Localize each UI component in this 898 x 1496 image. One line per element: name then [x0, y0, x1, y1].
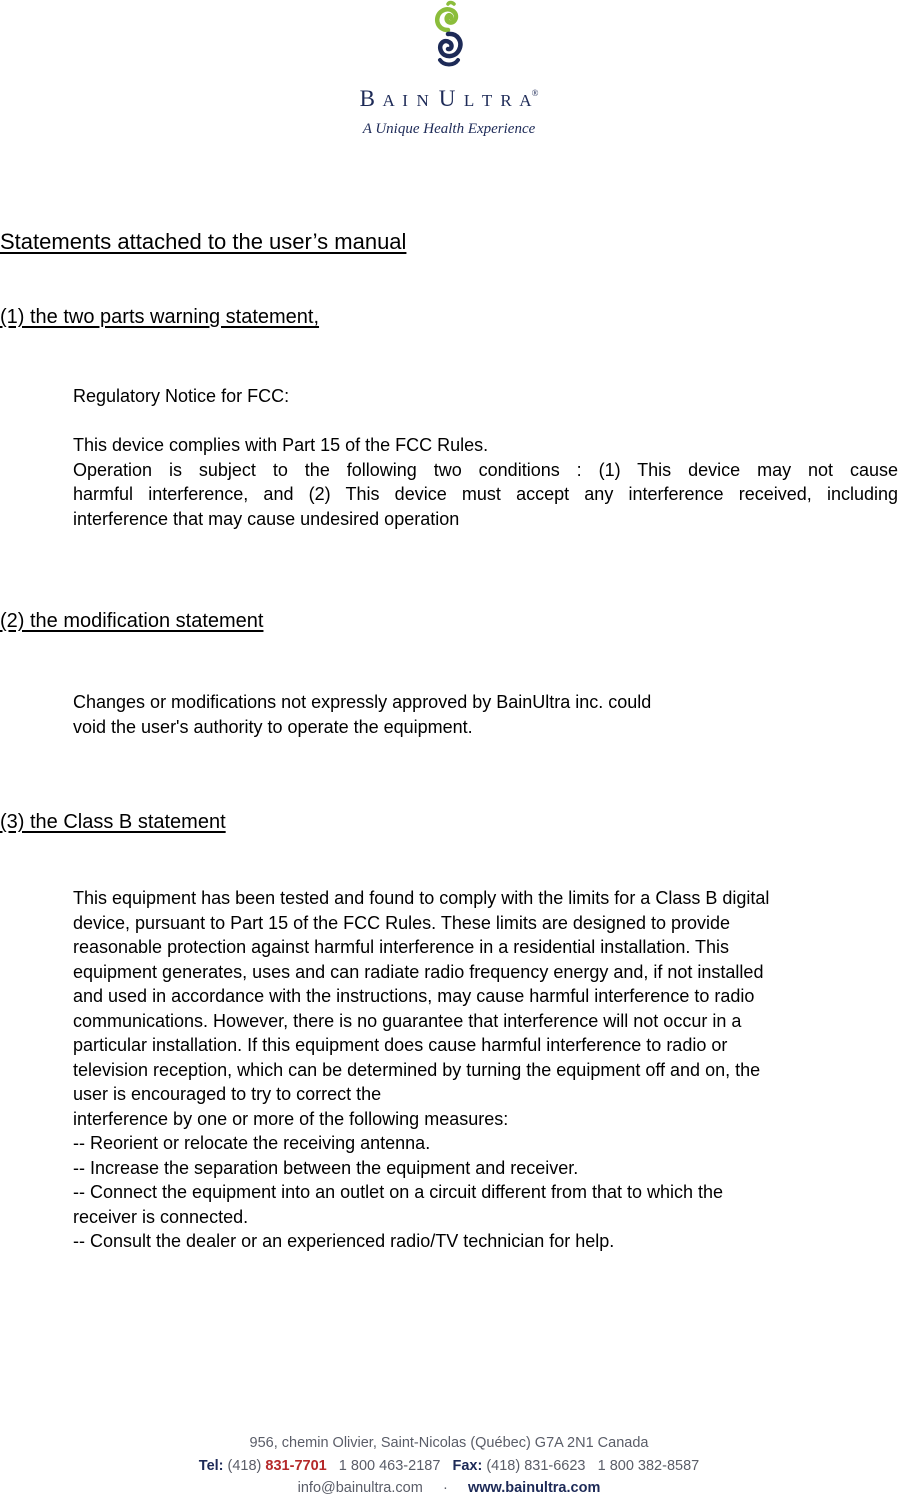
paragraph-line: equipment generates, uses and can radiate radio frequency energy and, if not installed — [73, 961, 764, 982]
class-b-paragraph — [73, 886, 898, 1254]
regulatory-notice-label — [73, 384, 898, 409]
document-title: Statements attached to the user’s manual — [0, 229, 407, 254]
paragraph-line: -- Consult the dealer or an experienced radio/TV technician for help. — [73, 1231, 615, 1251]
tel-tollfree: 1 800 463-2187 — [338, 1458, 441, 1474]
paragraph-line: and used in accordance with the instructions, may cause harmful interference to radio — [73, 986, 755, 1006]
footer-email[interactable]: info@bainultra.com — [297, 1480, 423, 1496]
paragraph-line: Changes or modifications not expressly approved by BainUltra inc. could — [73, 692, 652, 712]
section-heading: (2) the modification statement — [0, 610, 264, 632]
paragraph-line: receiver is connected. — [73, 1206, 249, 1227]
paragraph-line: Operation is subject to the following two conditions : (1) This device may not cause — [73, 459, 898, 480]
footer-contact-line — [0, 1480, 898, 1496]
tel-number: 831-7701 — [265, 1458, 327, 1474]
paragraph-line: Regulatory Notice for FCC: — [73, 386, 290, 406]
modification-paragraph — [73, 690, 898, 739]
tel-label: Tel: — [198, 1458, 224, 1474]
paragraph-line: reasonable protection against harmful interference in a residential installation. This — [73, 937, 730, 957]
paragraph-line: This equipment has been tested and found to comply with the limits for a Class B digital — [73, 888, 770, 908]
paragraph-line: interference that may cause undesired operation — [73, 508, 460, 529]
footer-website-link[interactable]: www.bainultra.com — [467, 1480, 601, 1496]
paragraph-line: -- Reorient or relocate the receiving antenna. — [73, 1133, 431, 1153]
paragraph-line: communications. However, there is no guarantee that interference will not occur in a — [73, 1010, 742, 1031]
paragraph-line: harmful interference, and (2) This device must accept any interference received, including — [73, 484, 898, 504]
swirl-logo-icon — [426, 0, 470, 68]
paragraph-line: This device complies with Part 15 of the FCC Rules. — [73, 435, 489, 455]
paragraph-line: television reception, which can be determined by turning the equipment off and on, the — [73, 1059, 761, 1080]
brand-header — [0, 0, 898, 150]
paragraph-line: void the user's authority to operate the equipment. — [73, 716, 473, 737]
footer-separator: · — [442, 1480, 448, 1496]
section-heading: (3) the Class B statement — [0, 811, 226, 833]
brand-tagline: A Unique Health Experience — [362, 121, 536, 137]
footer-phone-line — [0, 1458, 898, 1474]
footer-address: 956, chemin Olivier, Saint-Nicolas (Québec) G7A 2N1 Canada — [249, 1435, 649, 1451]
paragraph-line: user is encouraged to try to correct the — [73, 1084, 382, 1104]
paragraph-line: -- Increase the separation between the equipment and receiver. — [73, 1157, 579, 1178]
fax-number: (418) 831-6623 — [486, 1458, 586, 1474]
fax-label: Fax: — [452, 1458, 483, 1474]
paragraph-line: device, pursuant to Part 15 of the FCC Rules. These limits are designed to provide — [73, 912, 731, 933]
brand-name: B A I N U L T R A® — [359, 86, 539, 111]
paragraph-line: particular installation. If this equipment does cause harmful interference to radio or — [73, 1035, 728, 1055]
section-heading: (1) the two parts warning statement, — [0, 306, 320, 328]
paragraph-line: -- Connect the equipment into an outlet on a circuit different from that to which the — [73, 1182, 724, 1202]
paragraph-line: interference by one or more of the following measures: — [73, 1108, 509, 1129]
fcc-warning-paragraph — [73, 433, 898, 531]
fax-tollfree: 1 800 382-8587 — [597, 1458, 700, 1474]
tel-area: (418) — [227, 1458, 262, 1474]
